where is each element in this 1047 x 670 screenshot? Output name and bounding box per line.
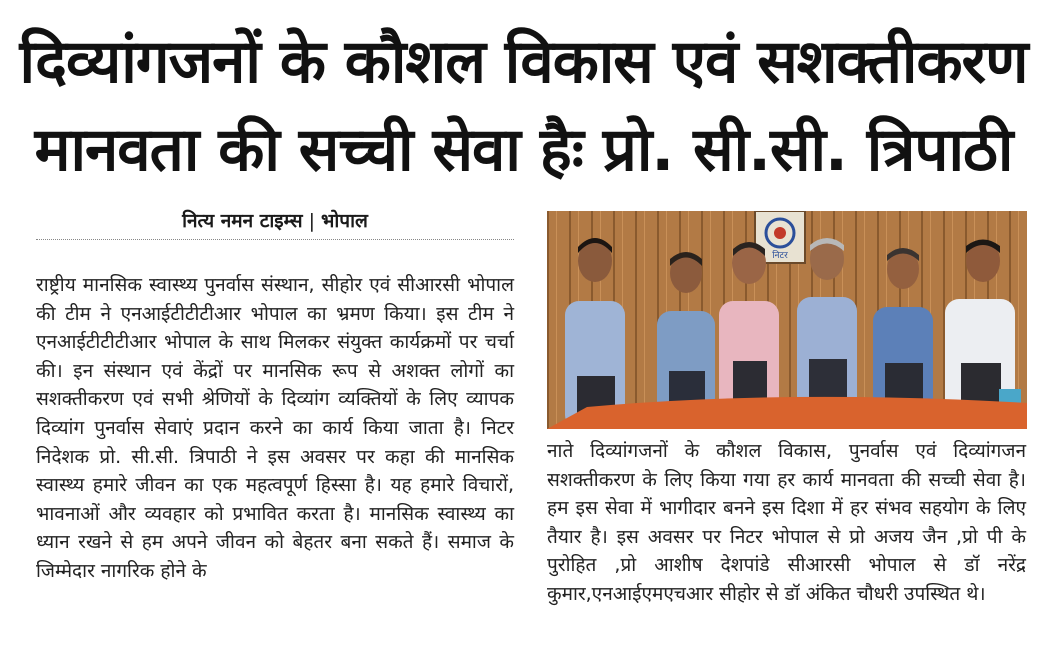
- byline: [36, 206, 514, 236]
- article-column-right: [547, 437, 1026, 609]
- dateline-location: भोपाल: [321, 210, 368, 232]
- group-photo: [547, 211, 1027, 429]
- byline-divider: [36, 239, 514, 240]
- headline-line-1: दिव्यांगजनों के कौशल विकास एवं सशक्तीकरण: [19, 27, 1028, 97]
- article-body-left: राष्ट्रीय मानसिक स्वास्थ्य पुनर्वास संस्थान, सीहोर एवं सीआरसी भोपाल की टीम ने एनआईटीटीटीआर भोपाल का भ्रमण किया। इस टीम ने एनआईटीटीटीआर भोपाल के साथ मिलकर संयुक्त कार्यक्रमों पर चर्चा की। इन संस्थान एवं केंद्रों पर मानसिक रूप से अशक्त लोगों का सशक्तीकरण एवं सभी श्रेणियों के दिव्यांग व्यक्तियों के लिए व्यापक दिव्यांग पुनर्वास सेवाएं प्रदान करने का कार्य किया जाता है। निटर निदेशक प्रो. सी.सी. त्रिपाठी ने इस अवसर पर कहा की मानसिक स्वास्थ्य हमारे जीवन का एक महत्वपूर्ण हिस्सा है। यह हमारे विचारों, भावनाओं और व्यवहार को प्रभावित करता है। मानसिक स्वास्थ्य का ध्यान रखने से हम अपने जीवन को बेहतर बना सकते हैं। समाज के जिम्मेदार नागरिक होने के: [36, 274, 514, 582]
- wall-sign-text: निटर: [772, 251, 788, 261]
- publication-name: नित्य नमन टाइम्स: [182, 210, 303, 232]
- article-column-left: [36, 271, 514, 586]
- byline-separator: |: [308, 210, 316, 232]
- article-body-right: नाते दिव्यांगजनों के कौशल विकास, पुनर्वास एवं दिव्यांगजन सशक्तीकरण के लिए किया गया हर कार्य मानवता की सच्ची सेवा है। हम इस सेवा में भागीदार बनने इस दिशा में हर संभव सहयोग के लिए तैयार है। इस अवसर पर निटर भोपाल से प्रो अजय जैन ,प्रो पी के पुरोहित ,प्रो आशीष देशपांडे सीआरसी भोपाल से डॉ नरेंद्र कुमार,एनआईएमएचआर सीहोर से डॉ अंकित चौधरी उपस्थित थे।: [547, 440, 1026, 605]
- headline-line-2: मानवता की सच्ची सेवा हैः प्रो. सी.सी. त्रिपाठी: [34, 115, 1013, 185]
